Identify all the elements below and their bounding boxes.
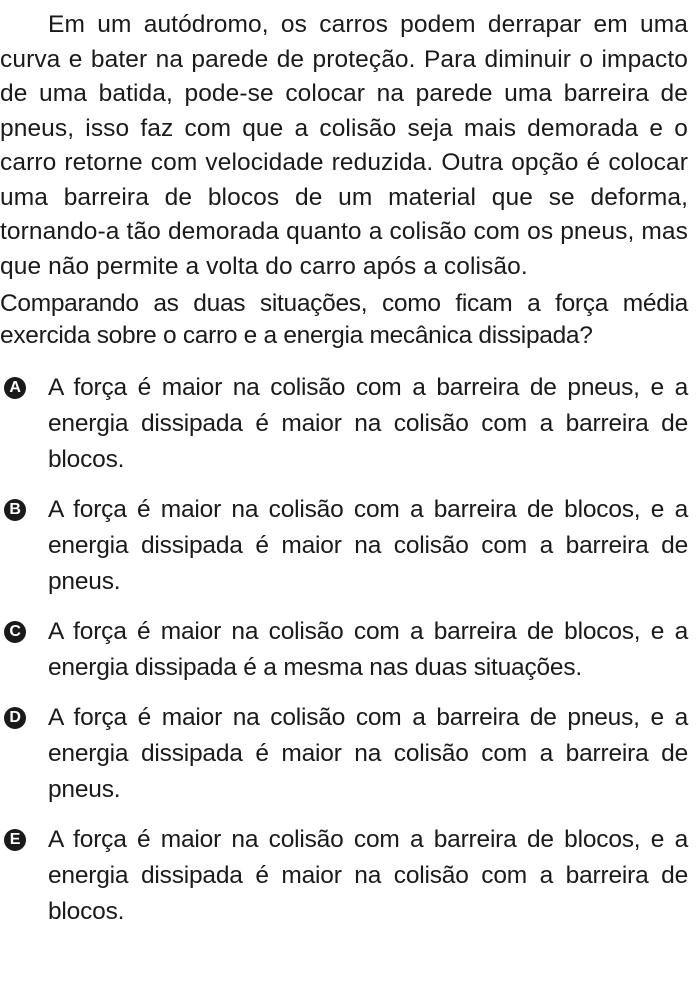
question-stem: Comparando as duas situações, como ficam a força média exercida sobre o carro e a energia mecânica dissipada?	[0, 290, 688, 349]
option-d-badge-icon: D	[4, 707, 26, 729]
option-a-badge-icon: A	[4, 377, 26, 399]
option-c[interactable]	[0, 614, 688, 686]
option-e-badge-icon: E	[4, 829, 26, 851]
passage-text: Em um autódromo, os carros podem derrapar em uma curva e bater na parede de proteção. Para diminuir o impacto de uma batida, pode-se colocar na parede uma barreira de pneus, isso faz com que a colisão seja mais demorada e o carro retorne com velocidade reduzida. Outra opção é colocar uma barreira de blocos de um material que se deforma, tornando-a tão demorada quanto a colisão com os pneus, mas que não permite a volta do carro após a colisão.	[0, 11, 688, 280]
option-c-badge-icon: C	[4, 621, 26, 643]
answer-options	[0, 370, 688, 930]
option-e-text: A força é maior na colisão com a barreira de blocos, e a energia dissipada é maior na colisão com a barreira de blocos.	[48, 826, 688, 925]
option-d-text: A força é maior na colisão com a barreira de pneus, e a energia dissipada é maior na colisão com a barreira de pneus.	[48, 704, 688, 803]
option-b[interactable]	[0, 492, 688, 600]
option-d[interactable]	[0, 700, 688, 808]
option-b-badge-icon: B	[4, 499, 26, 521]
option-b-text: A força é maior na colisão com a barreira de blocos, e a energia dissipada é maior na colisão com a barreira de pneus.	[48, 496, 688, 595]
option-a-text: A força é maior na colisão com a barreira de pneus, e a energia dissipada é maior na colisão com a barreira de blocos.	[48, 374, 688, 473]
option-e[interactable]	[0, 822, 688, 930]
option-c-text: A força é maior na colisão com a barreira de blocos, e a energia dissipada é a mesma nas duas situações.	[48, 618, 688, 681]
option-a[interactable]	[0, 370, 688, 478]
